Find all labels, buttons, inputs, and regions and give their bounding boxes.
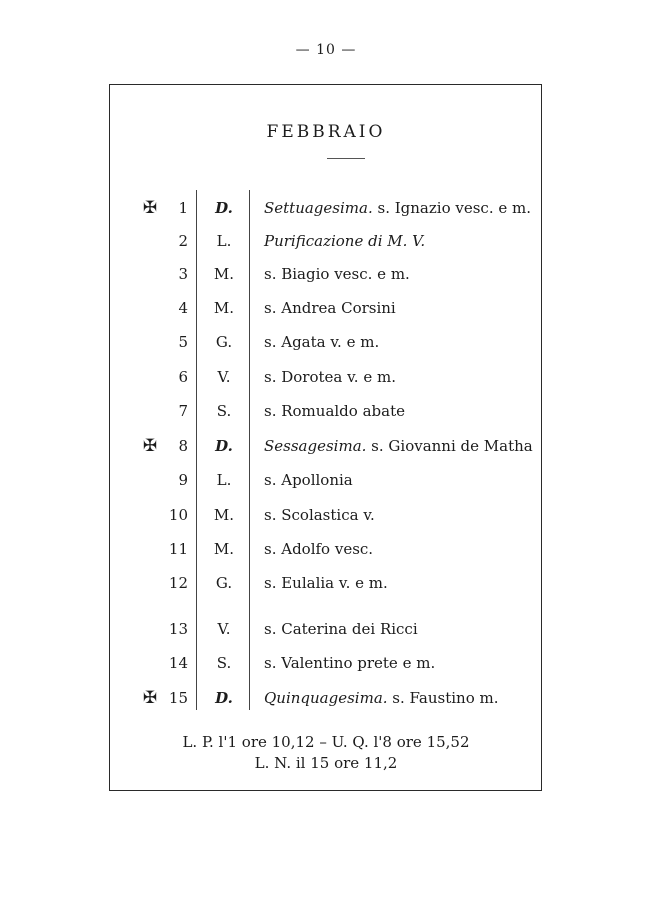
day-number: 13: [168, 620, 188, 638]
calendar-row: [0, 365, 652, 389]
saint-name: s. Valentino prete e m.: [264, 654, 436, 672]
calendar-row: [0, 571, 652, 595]
moon-phases-line-2: L. N. il 15 ore 11,2: [254, 754, 398, 772]
saint-description: [264, 399, 405, 423]
weekday-abbrev: M.: [213, 265, 235, 283]
saint-name: s. Adolfo vesc.: [264, 540, 374, 558]
cross-icon: ✠: [142, 436, 158, 456]
day-number: 9: [178, 471, 188, 489]
weekday-abbrev: S.: [216, 402, 232, 420]
calendar-row: [0, 468, 652, 492]
saint-description: [264, 296, 396, 320]
saint-description: [264, 537, 373, 561]
calendar-row: [0, 229, 652, 253]
saint-name: s. Scolastica v.: [264, 506, 375, 524]
day-number: 10: [168, 506, 188, 524]
saint-description: [264, 686, 499, 710]
cross-icon: ✠: [142, 688, 158, 708]
saint-name: s. Romualdo abate: [264, 402, 405, 420]
saint-description: [264, 330, 379, 354]
day-number: 12: [168, 574, 188, 592]
saint-description: [264, 365, 396, 389]
day-number: 8: [178, 437, 188, 455]
weekday-abbrev: M.: [213, 540, 235, 558]
saint-description: [264, 571, 388, 595]
weekday-abbrev: L.: [216, 232, 232, 250]
calendar-row: [0, 503, 652, 527]
saint-name: s. Apollonia: [264, 471, 353, 489]
weekday-abbrev: S.: [216, 654, 232, 672]
weekday-abbrev: D.: [215, 437, 233, 455]
saint-name: s. Faustino m.: [387, 689, 499, 707]
day-number: 11: [168, 540, 188, 558]
title-rule: [327, 158, 365, 159]
saint-name: s. Eulalia v. e m.: [264, 574, 388, 592]
saint-description: [264, 262, 410, 286]
calendar-row: [0, 196, 652, 220]
calendar-row: [0, 262, 652, 286]
calendar-row: [0, 296, 652, 320]
calendar-row: [0, 330, 652, 354]
saint-description: [264, 503, 375, 527]
weekday-abbrev: V.: [217, 620, 231, 638]
day-number: 1: [178, 199, 188, 217]
saint-name: s. Ignazio vesc. e m.: [372, 199, 531, 217]
saint-description: [264, 196, 531, 220]
day-number: 15: [168, 689, 188, 707]
feast-name: Quinquagesima.: [264, 689, 388, 707]
weekday-abbrev: M.: [213, 506, 235, 524]
saint-description: [264, 651, 435, 675]
moon-phases-line-1: L. P. l'1 ore 10,12 – U. Q. l'8 ore 15,52: [182, 733, 470, 751]
weekday-abbrev: M.: [213, 299, 235, 317]
saint-description: [264, 229, 425, 253]
saint-name: s. Caterina dei Ricci: [264, 620, 418, 638]
saint-name: s. Biagio vesc. e m.: [264, 265, 410, 283]
weekday-abbrev: L.: [216, 471, 232, 489]
calendar-row: [0, 617, 652, 641]
saint-name: s. Giovanni de Matha: [366, 437, 533, 455]
saint-description: [264, 468, 353, 492]
weekday-abbrev: G.: [215, 333, 233, 351]
calendar-row: [0, 651, 652, 675]
weekday-abbrev: D.: [215, 199, 233, 217]
saint-description: [264, 617, 418, 641]
weekday-abbrev: D.: [215, 689, 233, 707]
day-number: 14: [168, 654, 188, 672]
day-number: 5: [178, 333, 188, 351]
calendar-row: [0, 434, 652, 458]
weekday-abbrev: V.: [217, 368, 231, 386]
day-number: 7: [178, 402, 188, 420]
month-title: FEBBRAIO: [266, 122, 386, 142]
saint-name: s. Andrea Corsini: [264, 299, 396, 317]
saint-name: s. Dorotea v. e m.: [264, 368, 396, 386]
feast-name: Settuagesima.: [264, 199, 373, 217]
calendar-row: [0, 537, 652, 561]
feast-name: Purificazione di M. V.: [264, 232, 426, 250]
saint-name: s. Agata v. e m.: [264, 333, 380, 351]
calendar-row: [0, 686, 652, 710]
feast-name: Sessagesima.: [264, 437, 367, 455]
cross-icon: ✠: [142, 198, 158, 218]
day-number: 2: [178, 232, 188, 250]
calendar-row: [0, 399, 652, 423]
day-number: 3: [178, 265, 188, 283]
saint-description: [264, 434, 533, 458]
day-number: 4: [178, 299, 188, 317]
page-number: — 10 —: [295, 42, 357, 58]
weekday-abbrev: G.: [215, 574, 233, 592]
day-number: 6: [178, 368, 188, 386]
